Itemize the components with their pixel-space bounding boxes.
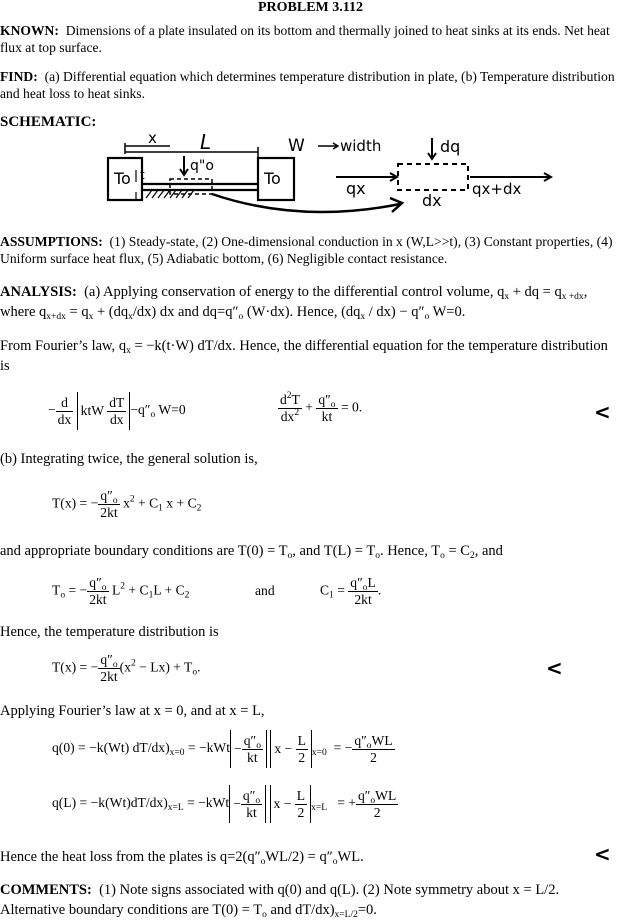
L-label: L	[200, 132, 212, 154]
problem-title: PROBLEM 3.112	[257, 0, 363, 15]
width-label: width	[340, 137, 382, 155]
To-right-label: To	[264, 169, 281, 188]
find-section	[0, 68, 616, 102]
fourier-paragraph: From Fourier’s law, $q_x = -k(t\cdot W)$ dT/dx. Hence, the differential equation for the temperature distribution is	[0, 338, 608, 374]
qxdx-label: qx+dx	[472, 180, 522, 198]
assumptions-section	[0, 233, 616, 267]
result-marker: <	[546, 656, 563, 680]
x-label: x	[148, 132, 157, 147]
find-text: (a) Differential equation which determines temperature distribution in plate, (b) Temperature distribution and heat loss to heat sinks.	[0, 69, 615, 101]
heat-rate-at-zero: q(0) = −k(Wt) $dT/dx)_{x=0} = -kWt$ − $\frac{q''_o}{kt}$ x − $\frac{L}{2}$ $_{x=0}$ = − $\frac{q''_oWL}{2}$	[52, 730, 395, 768]
known-label: KNOWN:	[0, 23, 59, 38]
fourier-ends-text: Applying Fourier’s law at x = 0, and at x = L,	[0, 703, 265, 719]
bc-paragraph: and appropriate boundary conditions are $T(0) = T_o$, and $T(L) = T_o$. Hence, $T_o = C_2$, and	[0, 543, 503, 561]
schematic-figure	[100, 132, 560, 224]
bc-equation: $T_o$ = − $\frac{q''_o}{2kt}$ $L^2 + C_1L + C_2$	[52, 575, 190, 607]
general-solution: T(x) = − $\frac{q''_o}{2kt}$ $x^2 + C_1$ $x + C_2$	[52, 488, 202, 520]
bc-text: and appropriate boundary conditions are T(0) = T	[0, 543, 288, 559]
differential-equation: − $\frac{d}{dx}$ ktW $\frac{dT}{dx}$ $-q''_o$ W=0	[48, 392, 186, 430]
fourier-text: From Fourier’s law,	[0, 338, 116, 354]
comments-text: (1) Note signs associated with q(0) and q(L). (2) Note symmetry about x = L/2. Alternative boundary conditions are T(0) = T	[0, 882, 560, 918]
To-left-label: To	[114, 169, 131, 188]
known-section	[0, 22, 616, 56]
comments-label: COMMENTS:	[0, 882, 92, 898]
qx-label: qx	[346, 179, 366, 198]
c1-equation: $C_1$ = $\frac{q''_oL}{2kt}$ .	[320, 575, 382, 607]
result-marker: <	[594, 400, 611, 424]
result-marker: <	[594, 842, 611, 866]
analysis-label: ANALYSIS:	[0, 284, 77, 300]
assumptions-text: (1) Steady-state, (2) One-dimensional conduction in x (W,L>>t), (3) Constant properties, (4) Uniform surface heat flux, (5) Adiabatic bottom, (6) Negligible contact resistance.	[0, 234, 613, 266]
and-word: and	[255, 583, 275, 598]
heat-rate-at-L: $q(L) = -k(Wt)dT/dx)_{x=L} = -kWt$ − $\frac{q''_o}{kt}$ x − $\frac{L}{2}$ $_{x=L}$ = + $\frac{q''_oWL}{2}$	[52, 785, 398, 823]
temperature-distribution-intro: Hence, the temperature distribution is	[0, 624, 219, 640]
qo-label: q"o	[190, 158, 214, 174]
temperature-distribution: T(x) = − $\frac{q''_o}{2kt}$ $(x^2 - Lx) + T_o$.	[52, 652, 201, 684]
schematic-heading	[0, 113, 616, 131]
schematic-label: SCHEMATIC:	[0, 114, 97, 130]
W-label: W	[288, 136, 305, 156]
heat-loss-text: Hence the heat loss from the plates is	[0, 849, 217, 865]
assumptions-label: ASSUMPTIONS:	[0, 234, 103, 249]
find-label: FIND:	[0, 69, 38, 84]
fourier-tail: dT/dx. Hence, the differential equation for the temperature distribution is	[0, 338, 608, 374]
differential-equation-simplified: $\frac{d^2T}{dx^2}$ + $\frac{q''_o}{kt}$ = 0.	[280, 391, 363, 424]
heat-loss-paragraph: Hence the heat loss from the plates is $q=2(q''_oWL/2) = q''_oWL$.	[0, 849, 364, 867]
dx-label: dx	[422, 191, 442, 210]
analysis-part-a: ANALYSIS: (a) Applying conservation of energy to the differential control volume, $q_x$ + dq = $q_{x +dx}$, where $q_{x+dx} = q_x + (dq_x/dx)$ dx and $dq=q''_o$ (W·dx). Hence, $(dq_x / dx) - q''_o$ W=0.	[0, 284, 588, 322]
dq-label: dq	[440, 137, 461, 156]
part-b-intro: (b) Integrating twice, the general solution is,	[0, 451, 258, 467]
t-label: t	[140, 168, 145, 182]
known-text: Dimensions of a plate insulated on its bottom and thermally joined to heat sinks at its ends. Net heat flux at top surface.	[0, 23, 610, 55]
comments-section: COMMENTS: (1) Note signs associated with q(0) and q(L). (2) Note symmetry about x = L/2. Alternative boundary conditions are $T(0) = T_o$ and $dT/dx)_{x=L/2}=0$.	[0, 882, 560, 920]
analysis-part-a-intro: (a) Applying conservation of energy to the differential control volume,	[84, 284, 494, 300]
